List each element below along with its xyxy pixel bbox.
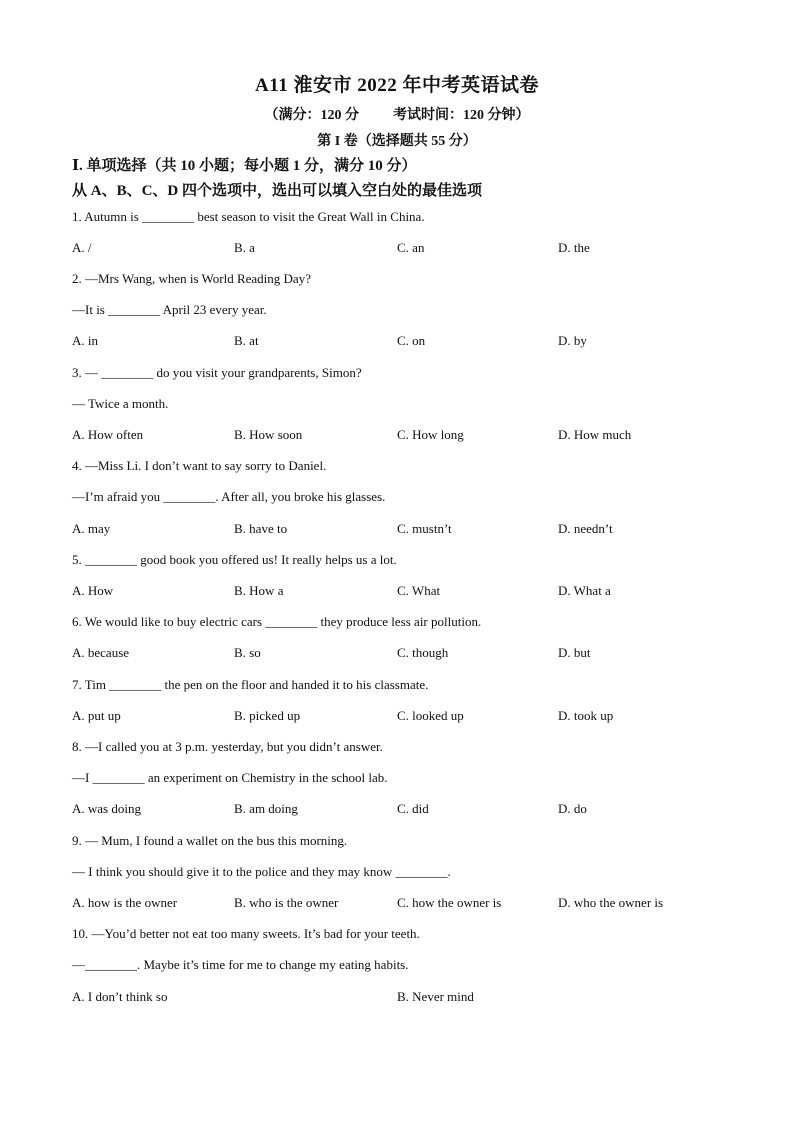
option-d: D. How much	[558, 427, 632, 442]
option-c: C. What	[397, 583, 441, 598]
options-row	[72, 583, 732, 601]
question-line: —I’m afraid you ________. After all, you broke his glasses.	[72, 489, 386, 504]
option-b: B. so	[234, 645, 261, 660]
option-b: B. at	[234, 333, 259, 348]
full-marks: （满分：120 分	[264, 108, 359, 123]
question-stem: 1. Autumn is ________ best season to visit the Great Wall in China.	[72, 209, 425, 224]
options-row	[72, 645, 732, 663]
option-b: B. How soon	[234, 427, 303, 442]
option-c: C. How long	[397, 427, 464, 442]
exam-info	[0, 104, 794, 124]
question-stem: 2. —Mrs Wang, when is World Reading Day?	[72, 271, 311, 286]
option-a: A. may	[72, 521, 111, 536]
option-b: B. who is the owner	[234, 895, 339, 910]
option-c: C. though	[397, 645, 449, 660]
options-row	[72, 708, 732, 726]
option-d: D. What a	[558, 583, 611, 598]
options-row	[72, 895, 732, 913]
options-row	[72, 333, 732, 351]
question-stem: 10. —You’d better not eat too many sweets. It’s bad for your teeth.	[72, 926, 420, 941]
option-c: C. looked up	[397, 708, 464, 723]
option-d: D. by	[558, 333, 587, 348]
option-b: B. a	[234, 240, 255, 255]
option-d: D. took up	[558, 708, 614, 723]
option-d: D. needn’t	[558, 521, 613, 536]
option-a: A. how is the owner	[72, 895, 178, 910]
option-b: B. How a	[234, 583, 284, 598]
option-a: A. I don’t think so	[72, 989, 168, 1004]
option-c: C. how the owner is	[397, 895, 502, 910]
question-stem: 5. ________ good book you offered us! It really helps us a lot.	[72, 552, 397, 567]
question-line: —It is ________ April 23 every year.	[72, 302, 267, 317]
options-row	[72, 240, 732, 258]
option-a: A. put up	[72, 708, 121, 723]
options-row	[72, 521, 732, 539]
option-b: B. Never mind	[397, 989, 474, 1004]
option-d: D. do	[558, 801, 587, 816]
option-b: B. have to	[234, 521, 288, 536]
option-a: A. /	[72, 240, 92, 255]
option-c: C. mustn’t	[397, 521, 452, 536]
question-line: —I ________ an experiment on Chemistry in the school lab.	[72, 770, 388, 785]
option-b: B. picked up	[234, 708, 301, 723]
volume-heading: 第 I 卷（选择题共 55 分）	[317, 134, 477, 149]
question-stem: 9. — Mum, I found a wallet on the bus this morning.	[72, 833, 348, 848]
option-c: C. on	[397, 333, 426, 348]
question-stem: 6. We would like to buy electric cars ________ they produce less air pollution.	[72, 614, 482, 629]
options-row	[72, 989, 732, 1007]
option-a: A. was doing	[72, 801, 141, 816]
question-stem: 3. — ________ do you visit your grandparents, Simon?	[72, 365, 362, 380]
option-a: A. How	[72, 583, 114, 598]
exam-title: A11 淮安市 2022 年中考英语试卷	[255, 75, 539, 96]
option-a: A. in	[72, 333, 98, 348]
question-stem: 8. —I called you at 3 p.m. yesterday, but you didn’t answer.	[72, 739, 383, 754]
options-row	[72, 801, 732, 819]
option-d: D. but	[558, 645, 591, 660]
option-d: D. who the owner is	[558, 895, 664, 910]
option-b: B. am doing	[234, 801, 298, 816]
option-c: C. did	[397, 801, 429, 816]
question-stem: 4. —Miss Li. I don’t want to say sorry to Daniel.	[72, 458, 327, 473]
question-line: — I think you should give it to the police and they may know ________.	[72, 864, 451, 879]
option-a: A. How often	[72, 427, 144, 442]
question-stem: 7. Tim ________ the pen on the floor and handed it to his classmate.	[72, 677, 429, 692]
question-line: — Twice a month.	[72, 396, 169, 411]
section-instruction: 从 A、B、C、D 四个选项中，选出可以填入空白处的最佳选项	[72, 183, 483, 199]
exam-time: 考试时间：120 分钟）	[393, 108, 530, 123]
option-d: D. the	[558, 240, 590, 255]
options-row	[72, 427, 732, 445]
section-heading: Ⅰ. 单项选择（共 10 小题；每小题 1 分，满分 10 分）	[72, 158, 417, 174]
option-a: A. because	[72, 645, 130, 660]
question-line: —________. Maybe it’s time for me to change my eating habits.	[72, 957, 409, 972]
option-c: C. an	[397, 240, 425, 255]
